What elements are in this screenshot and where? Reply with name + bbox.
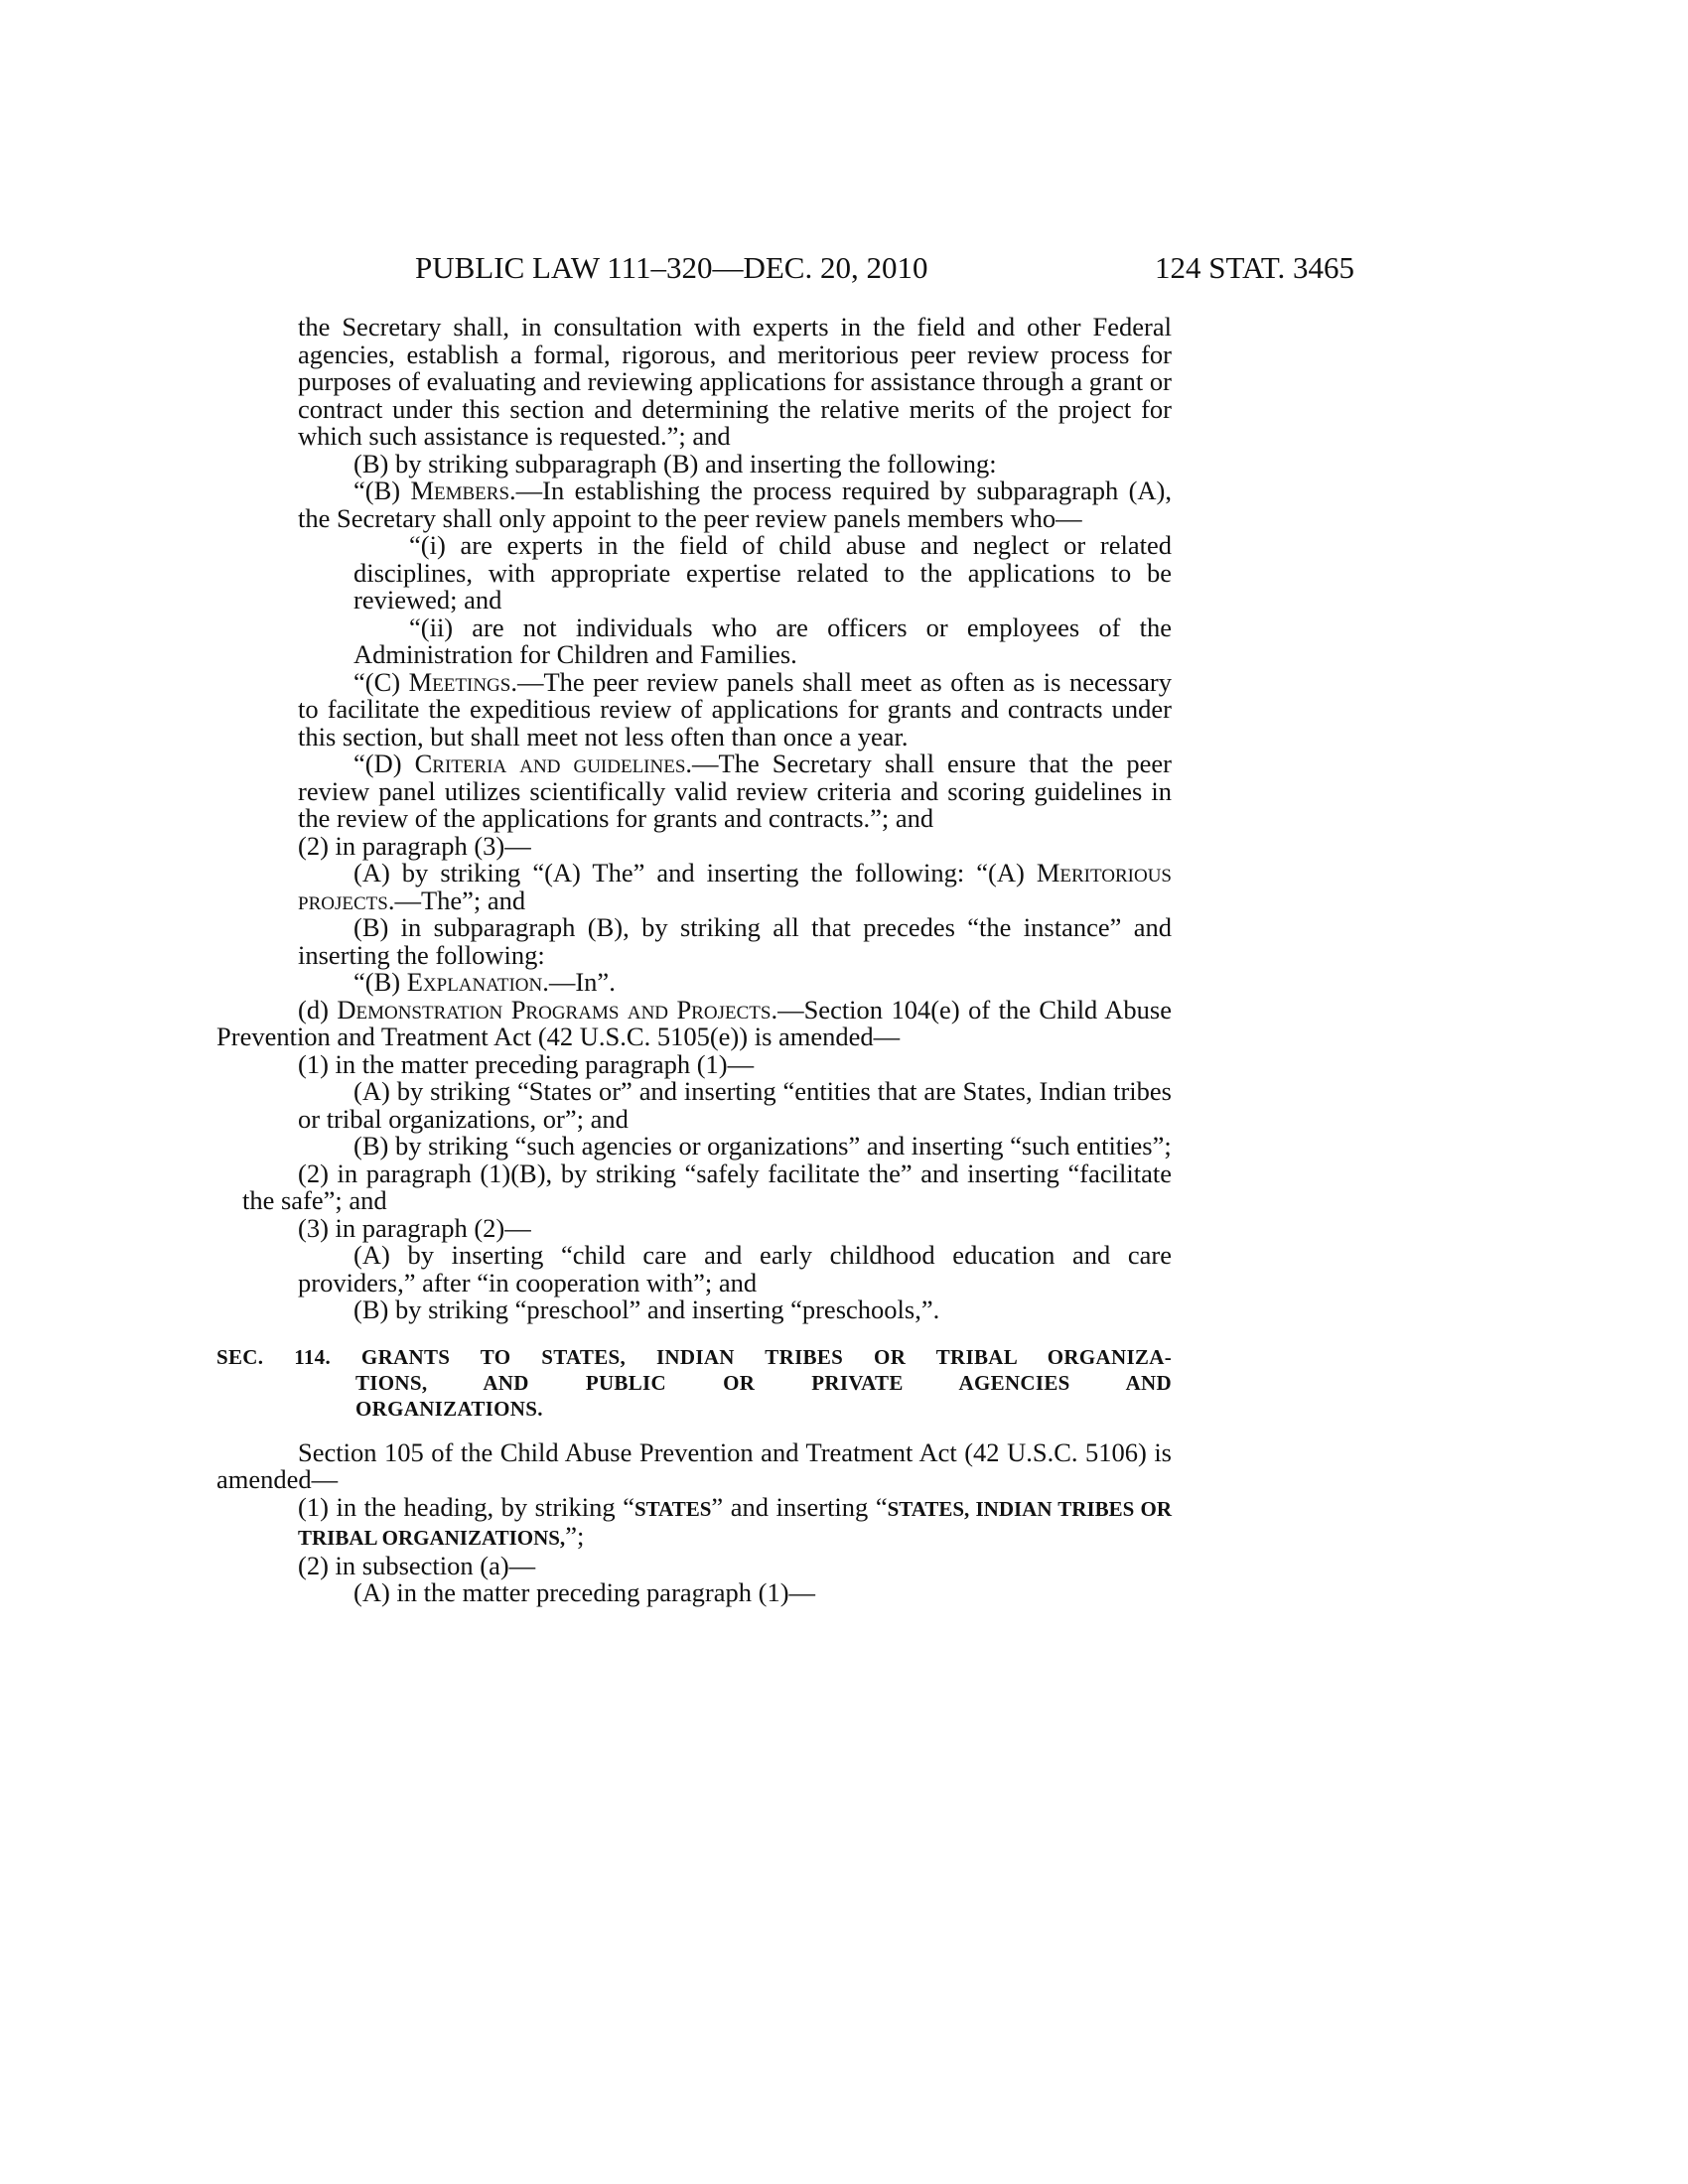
text-run: “(D) [353,749,415,778]
section-heading [216,1344,1172,1422]
text-run: (A) by striking “(A) The” and inserting the following: “(A) [353,858,1037,887]
bold-term: STATES, INDIAN TRIBES OR TRIBAL ORGANIZATIONS, [298,1496,1173,1550]
text-run: .—In”. [542,967,616,997]
heading-meritorious: Meritorious projects [298,858,1172,915]
text-run: “(B) [353,967,407,997]
section-heading-line: SEC. 114. GRANTS TO STATES, INDIAN TRIBES OR TRIBAL ORGANIZA- [216,1344,1172,1369]
paragraph: (3) in paragraph (2)— [298,1212,531,1243]
heading-explanation: Explanation [406,967,543,997]
paragraph: (A) by striking “States or” and inserting “entities that are States, Indian tribes or tribal organizations, or”; and [298,1076,1172,1134]
page-citation: 124 STAT. 3465 [1155,250,1355,285]
heading-demonstration: Demonstration Programs and Projects [337,994,772,1024]
paragraph [216,994,1172,1051]
text-run: .—In establishing the process required by subparagraph (A), the Secretary shall only appoint to the peer review panels members who— [298,476,1173,533]
section-heading-line: TIONS, AND PUBLIC OR PRIVATE AGENCIES AND [355,1370,1172,1395]
heading-meetings: Meetings [408,666,511,697]
text-run: .—Section 104(e) of the Child Abuse Prevention and Treatment Act (42 U.S.C. 5105(e)) is amended— [216,994,1172,1051]
paragraph [298,969,1172,997]
paragraph: Section 105 of the Child Abuse Prevention and Treatment Act (42 U.S.C. 5106) is amended— [216,1436,1172,1494]
paragraph: “(ii) are not individuals who are officers or employees of the Administration for Children and Families. [353,612,1172,669]
paragraph: (A) by inserting “child care and early childhood education and care providers,” after “in cooperation with”; and [298,1240,1172,1297]
paragraph: (2) in paragraph (1)(B), by striking “safely facilitate the” and inserting “facilitate the safe”; and [242,1158,1172,1215]
text-run: (1) in the heading, by striking “ [298,1491,634,1522]
heading-members: Members [410,476,510,505]
paragraph [298,751,1172,833]
paragraph: (A) in the matter preceding paragraph (1)— [353,1577,816,1607]
text-run: “(C) [353,666,409,697]
paragraph: (1) in the matter preceding paragraph (1)— [298,1048,755,1079]
paragraph: the Secretary shall, in consultation with experts in the field and other Federal agencies, establish a formal, rigorous, and meritorious peer review process for purposes of evaluating and reviewing applications for assistance through a grant or contract under this section and determining the relative merits of the project for which such assistance is requested.”; and [298,312,1172,451]
text-run: .—The”; and [387,885,526,915]
text-run: ”; [565,1521,585,1551]
paragraph: (2) in subsection (a)— [298,1550,536,1580]
paragraph: (B) in subparagraph (B), by striking all that precedes “the instance” and inserting the following: [298,912,1172,970]
statute-body [216,312,1173,1607]
text-run: .—The peer review panels shall meet as often as is necessary to facilitate the expeditious review of applications for grants and contracts under this section, but shall meet not less often than once a year. [298,666,1172,751]
paragraph [298,860,1172,914]
running-head-title: PUBLIC LAW 111–320—DEC. 20, 2010 [415,250,928,285]
paragraph: (B) by striking “preschool” and inserting “preschools,”. [353,1295,940,1324]
paragraph: “(i) are experts in the field of child abuse and neglect or related disciplines, with appropriate expertise related to the applications to be reviewed; and [353,530,1172,614]
text-run: (d) [298,994,338,1024]
text-run: “(B) [353,476,411,505]
text-run: ” and inserting “ [711,1491,888,1522]
heading-criteria: Criteria and guidelines [414,749,686,778]
paragraph [298,1491,1173,1553]
section-heading-line: ORGANIZATIONS. [355,1396,543,1421]
paragraph [298,666,1172,751]
paragraph: (B) by striking “such agencies or organizations” and inserting “such entities”; [353,1131,1172,1160]
paragraph: (2) in paragraph (3)— [298,830,531,861]
paragraph: (B) by striking subparagraph (B) and inserting the following: [353,448,997,478]
text-run: .—The Secretary shall ensure that the peer review panel utilizes scientifically valid review criteria and scoring guidelines in the review of the applications for grants and contracts.”; and [298,749,1172,833]
bold-term: STATES [633,1496,712,1521]
paragraph [298,478,1172,532]
